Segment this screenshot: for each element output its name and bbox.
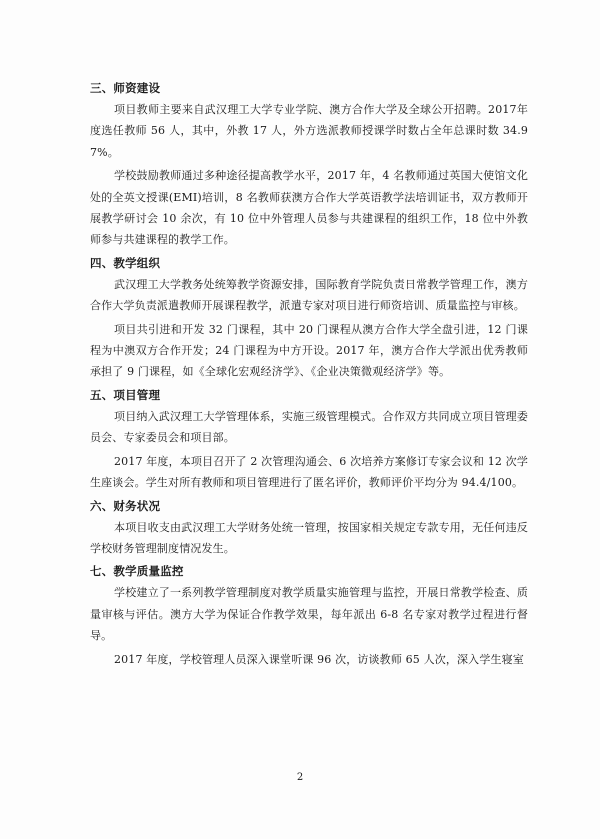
paragraph: 2017 年度，学校管理人员深入课堂听课 96 次，访谈教师 65 人次，深入学生寝室	[114, 652, 524, 666]
section-heading: 三、师资建设	[90, 81, 161, 95]
paragraph: 学校建立了一系列教学管理制度对教学质量实施管理与监控，开展日常教学检查、质量审核与评估。澳方大学为保证合作教学效果，每年派出 6-8 名专家对教学过程进行督导。	[90, 586, 528, 643]
paragraph: 项目教师主要来自武汉理工大学专业学院、澳方合作大学及全球公开招聘。2017年度选任教师 56 人，其中，外教 17 人，外方选派教师授课学时数占全年总课时数 34.97%。	[90, 103, 528, 159]
section-heading: 四、教学组织	[90, 255, 161, 270]
paragraph: 武汉理工大学教务处统筹教学资源安排，国际教育学院负责日常教学管理工作，澳方合作大学负责派遣教师开展课程教学，派遣专家对项目进行师资培训、质量监控与审核。	[90, 277, 528, 313]
section-heading: 五、项目管理	[90, 387, 161, 402]
section-teaching-organization	[90, 253, 528, 383]
page-number: 2	[296, 772, 304, 783]
paragraph: 项目共引进和开发 32 门课程，其中 20 门课程从澳方合作大学全盘引进，12 门课程为中澳双方合作开发；24 门课程为中方开设。2017 年，澳方合作大学派出优秀教师承担了 9 门课程，如《全球化宏观经济学》、《企业决策微观经济学》等。	[90, 322, 528, 379]
paragraph: 本项目收支由武汉理工大学财务处统一管理，按国家相关规定专款专用，无任何违反学校财务管理制度情况发生。	[90, 520, 528, 555]
paragraph: 学校鼓励教师通过多种途径提高教学水平，2017 年，4 名教师通过英国大使馆文化处的全英文授课(EMI)培训，8 名教师获澳方合作大学英语教学法培训证书，双方教师开展教学研讨会 10 余次，有 10 位中外管理人员参与共建课程的组织工作，18 位中外教师参与共建课程的教学工作。	[90, 169, 528, 247]
section-heading: 六、财务状况	[90, 498, 161, 513]
document-body	[90, 78, 528, 672]
section-faculty	[90, 78, 528, 251]
paragraph: 2017 年度，本项目召开了 2 次管理沟通会、6 次培养方案修订专家会议和 12 次学生座谈会。学生对所有教师和项目管理进行了匿名评价，教师评价平均分为 94.4/100。	[90, 454, 528, 490]
section-heading: 七、教学质量监控	[90, 564, 184, 579]
section-finance	[90, 496, 528, 560]
paragraph: 项目纳入武汉理工大学管理体系，实施三级管理模式。合作双方共同成立项目管理委员会、专家委员会和项目部。	[90, 409, 528, 445]
section-quality-monitoring	[90, 561, 528, 670]
section-project-management	[90, 385, 528, 494]
